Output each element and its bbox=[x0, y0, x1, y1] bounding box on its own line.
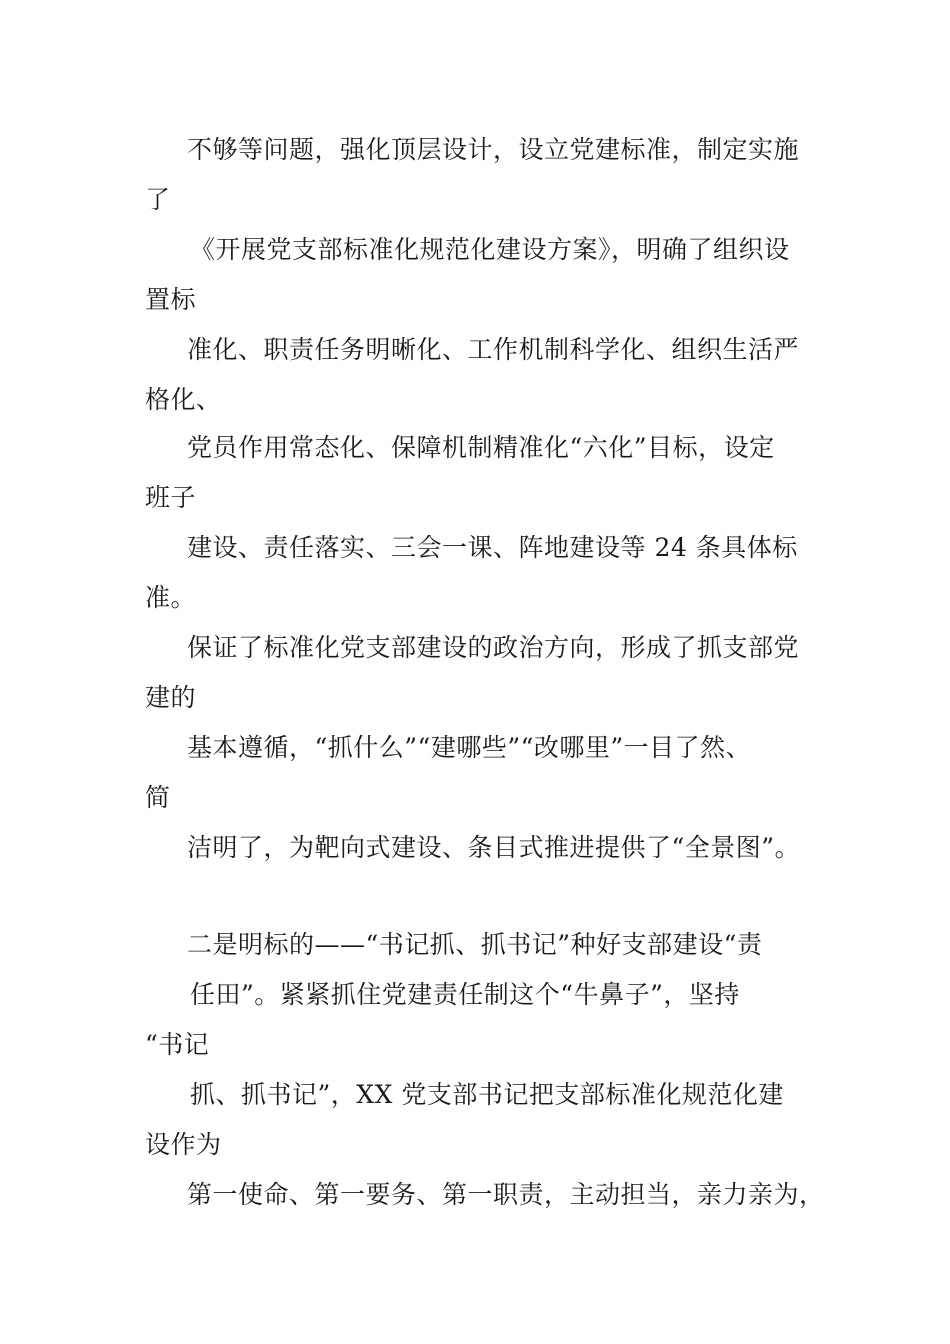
text-line: 二是明标的——“书记抓、抓书记”种好支部建设“责 bbox=[187, 930, 763, 959]
text-line: 第一使命、第一要务、第一职责，主动担当，亲力亲为， bbox=[187, 1180, 825, 1209]
text-line: 了 bbox=[145, 185, 171, 214]
text-line: 设作为 bbox=[145, 1130, 222, 1159]
text-line: 不够等问题，强化顶层设计，设立党建标准，制定实施 bbox=[187, 135, 800, 164]
text-line: “书记 bbox=[145, 1030, 210, 1059]
text-line: 洁明了，为靶向式建设、条目式推进提供了“全景图”。 bbox=[187, 833, 801, 862]
text-line: 准化、职责任务明晰化、工作机制科学化、组织生活严 bbox=[187, 335, 800, 364]
text-line: 建设、责任落实、三会一课、阵地建设等 24 条具体标 bbox=[187, 533, 798, 562]
text-line: 《开展党支部标准化规范化建设方案》，明确了组织设 bbox=[190, 235, 790, 264]
text-line: 基本遵循，“抓什么”“建哪些”“改哪里”一目了然、 bbox=[187, 733, 752, 762]
text-line: 格化、 bbox=[145, 385, 222, 414]
text-line: 建的 bbox=[145, 683, 197, 712]
text-line: 班子 bbox=[145, 483, 197, 512]
text-line: 简 bbox=[145, 783, 171, 812]
text-line: 保证了标准化党支部建设的政治方向，形成了抓支部党 bbox=[187, 633, 800, 662]
text-line: 任田”。紧紧抓住党建责任制这个“牛鼻子”，坚持 bbox=[190, 980, 740, 1009]
text-line: 置标 bbox=[145, 285, 197, 314]
text-line: 抓、抓书记”，XX 党支部书记把支部标准化规范化建 bbox=[190, 1080, 784, 1109]
text-line: 准。 bbox=[145, 583, 197, 612]
text-line: 党员作用常态化、保障机制精准化“六化”目标，设定 bbox=[187, 433, 775, 462]
